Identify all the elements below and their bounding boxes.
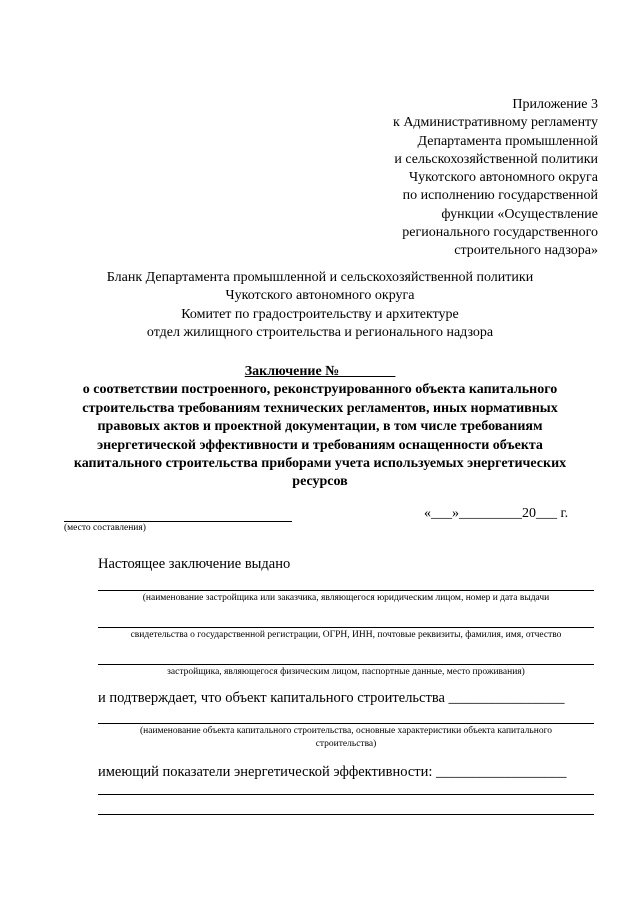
title-line: о соответствии построенного, реконструированного объекта капитального (82, 382, 558, 398)
title-line: капитального строительства приборами учета используемых энергетических (73, 456, 567, 472)
applicant-caption-3: застройщика, являющегося физическим лицом, паспортные данные, место проживания) (167, 667, 525, 677)
appendix-block (298, 96, 598, 261)
date-field[interactable]: «___»_________20___ г. (424, 506, 569, 521)
energy-field-line[interactable] (98, 814, 594, 815)
appendix-line: функции «Осуществление (441, 206, 598, 222)
applicant-field-line[interactable] (98, 627, 594, 628)
object-field-line[interactable] (98, 723, 594, 724)
title-line: строительства требованиям технических регламентов, иных нормативных (82, 400, 558, 416)
title-heading: Заключение №________ (244, 364, 396, 379)
issued-to-label: Настоящее заключение выдано (98, 556, 291, 572)
letterhead-line: отдел жилищного строительства и регионального надзора (146, 324, 494, 340)
place-caption: (место составления) (64, 523, 146, 533)
appendix-line: Чукотского автономного округа (409, 170, 598, 186)
letterhead-line: Бланк Департамента промышленной и сельскохозяйственной политики (106, 270, 534, 285)
appendix-line: регионального государственного (402, 225, 598, 241)
appendix-line: Департамента промышленной (417, 133, 598, 149)
applicant-caption-2: свидетельства о государственной регистрации, ОГРН, ИНН, почтовые реквизиты, фамилия, имя, отчество (130, 630, 562, 640)
title-line: правовых актов и проектной документации, в том числе требованиям (97, 419, 543, 435)
appendix-line: по исполнению государственной (402, 188, 598, 204)
applicant-field-line[interactable] (98, 590, 594, 591)
appendix-line: Приложение 3 (512, 97, 598, 112)
energy-field-line[interactable] (98, 794, 594, 795)
energy-label: имеющий показатели энергетической эффективности: __________________ (98, 764, 567, 780)
confirms-label: и подтверждает, что объект капитального строительства ________________ (98, 690, 565, 706)
place-field-line[interactable] (64, 521, 292, 522)
document-title (0, 363, 640, 492)
title-line: ресурсов (292, 474, 348, 490)
object-caption-2: строительства) (315, 739, 377, 749)
applicant-caption-1: (наименование застройщика или заказчика, являющегося юридическим лицом, номер и дата выдачи (142, 593, 550, 603)
letterhead-line: Комитет по градостроительству и архитектуре (181, 306, 459, 322)
letterhead-block (0, 269, 640, 342)
letterhead-line: Чукотского автономного округа (225, 288, 415, 304)
appendix-line: и сельскохозяйственной политики (394, 151, 598, 167)
applicant-field-line[interactable] (98, 664, 594, 665)
appendix-line: к Административному регламенту (393, 115, 598, 131)
appendix-line: строительного надзора» (454, 243, 598, 259)
title-line: энергетической эффективности и требованиям оснащенности объекта (97, 437, 543, 453)
object-caption-1: (наименование объекта капитального строительства, основные характеристики объекта капитального (139, 726, 553, 736)
